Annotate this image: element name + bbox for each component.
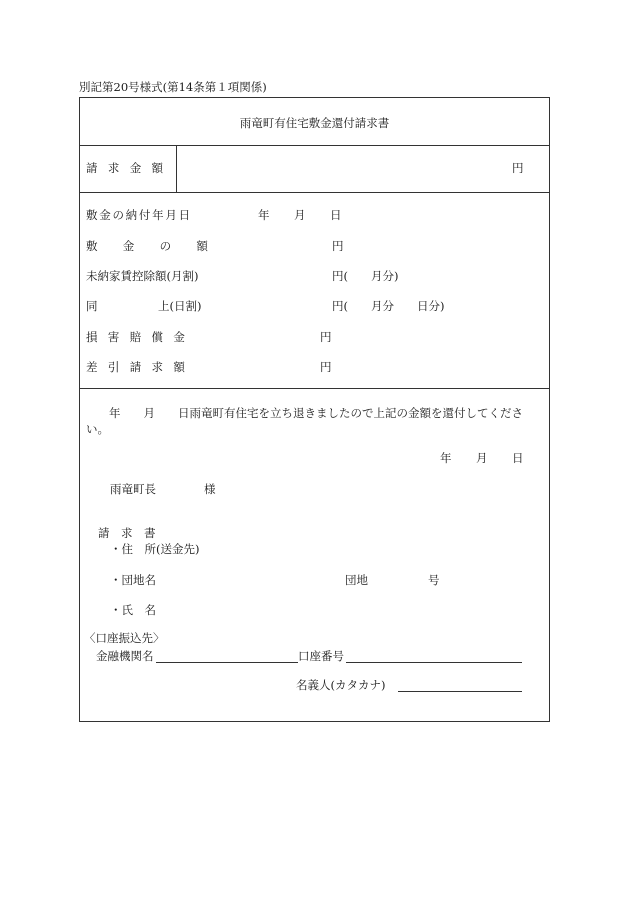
payment-date-month: 月 [294, 208, 306, 222]
honorific: 様 [204, 482, 216, 496]
account-field[interactable] [346, 662, 522, 663]
payment-date-label: 敷金の納付年月日 [86, 208, 192, 222]
account-label: 口座番号 [298, 649, 344, 663]
request-date-month: 月 [476, 451, 488, 465]
divider [80, 388, 549, 389]
request-date-day: 日 [512, 451, 524, 465]
divider [80, 145, 549, 146]
claim-amount-label: 請求金額 [86, 161, 174, 175]
name-label: ・氏 名 [110, 603, 156, 617]
claimant-heading: 請 求 書 [98, 526, 156, 540]
deposit-unit: 円 [332, 239, 344, 253]
number-suffix: 号 [428, 573, 440, 587]
holder-field[interactable] [398, 691, 522, 692]
net-claim-label: 差引請求額 [86, 360, 196, 374]
bank-heading: 〈口座振込先〉 [84, 631, 165, 645]
complex-name-label: ・団地名 [110, 573, 156, 587]
complex-name-field[interactable] [190, 569, 340, 589]
claim-amount-unit: 円 [512, 161, 524, 175]
claim-amount-field[interactable] [178, 148, 538, 188]
address-label: ・住 所(送金先) [110, 542, 200, 556]
divider [80, 192, 549, 193]
damages-label: 損害賠償金 [86, 330, 196, 344]
statement-line-1: 年 月 日雨竜町有住宅を立ち退きましたので上記の金額を還付してくださ [86, 406, 523, 420]
holder-label: 名義人(カタカナ) [296, 678, 386, 692]
unpaid-rent-label: 未納家賃控除額(月割) [86, 269, 199, 283]
divider [176, 145, 177, 192]
name-field[interactable] [190, 599, 490, 619]
unpaid-rent-value: 円( 月分) [332, 269, 399, 283]
payment-date-day: 日 [330, 208, 342, 222]
institution-label: 金融機関名 [96, 649, 154, 663]
same-daily-label-left: 同 [86, 299, 98, 313]
address-field[interactable] [230, 538, 530, 558]
same-daily-label-right: 上(日割) [158, 299, 202, 313]
deposit-label: 敷金の額 [86, 239, 234, 253]
statement-line-2: い。 [86, 422, 109, 436]
net-claim-unit: 円 [320, 360, 332, 374]
form-header-label: 別記第20号様式(第14条第１項関係) [79, 80, 267, 94]
damages-unit: 円 [320, 330, 332, 344]
claim-form [79, 97, 550, 722]
addressee: 雨竜町長 [110, 482, 156, 496]
form-title: 雨竜町有住宅敷金還付請求書 [239, 116, 390, 130]
payment-date-year: 年 [258, 208, 270, 222]
same-daily-value: 円( 月分 日分) [332, 299, 445, 313]
request-date-year: 年 [440, 451, 452, 465]
complex-suffix: 団地 [345, 573, 368, 587]
institution-field[interactable] [156, 662, 298, 663]
